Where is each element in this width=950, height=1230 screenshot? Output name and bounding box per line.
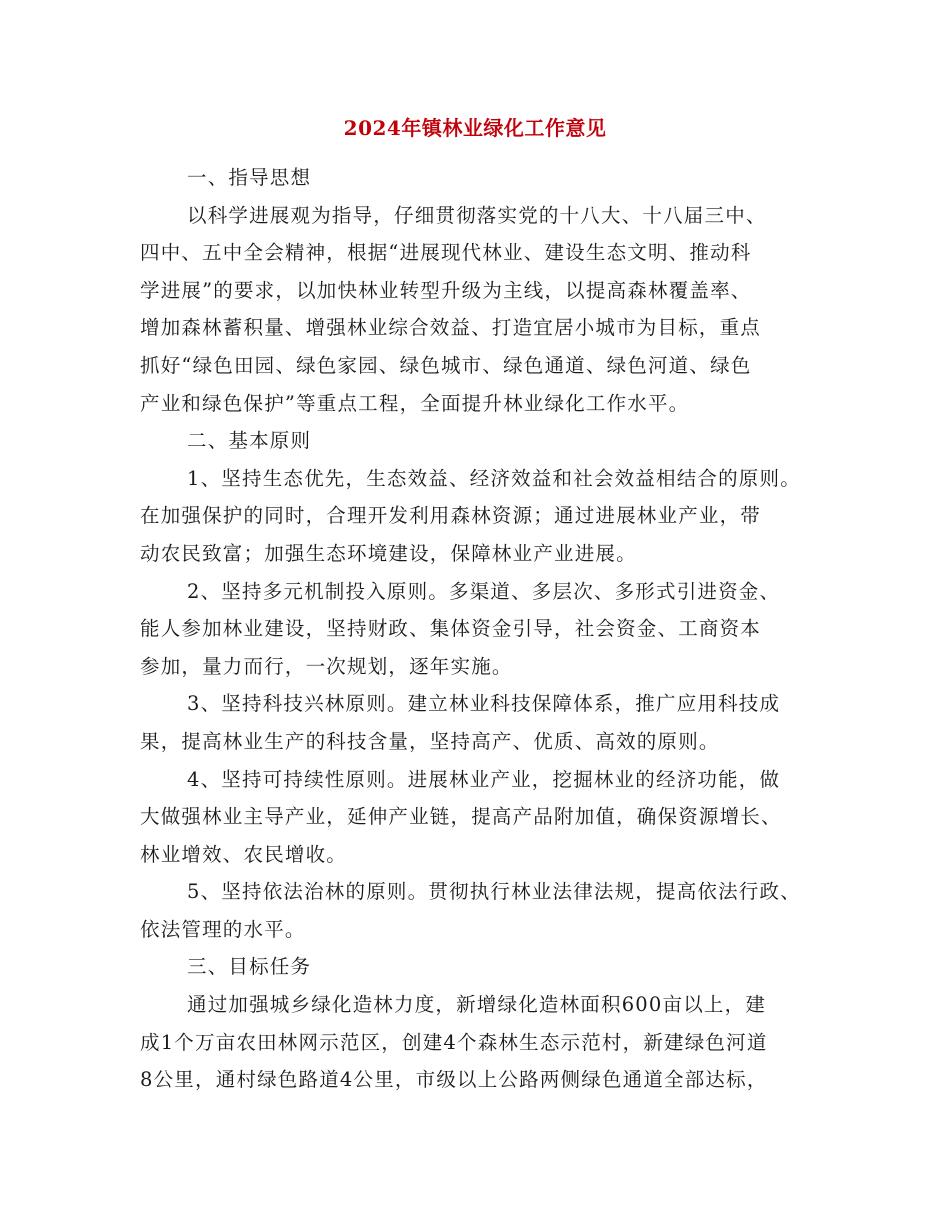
body-line: 果，提高林业生产的科技含量，坚持高产、优质、高效的原则。	[140, 729, 720, 753]
body-line: 大做强林业主导产业，延伸产业链，提高产品附加值，确保资源增长、	[140, 805, 782, 829]
body-line: 5、坚持依法治林的原则。贯彻执行林业法律法规，提高依法行政、	[187, 880, 801, 904]
body-line: 林业增效、农民增收。	[140, 842, 348, 866]
body-line: 能人参加林业建设，坚持财政、集体资金引导，社会资金、工商资本	[140, 617, 762, 641]
document-body	[140, 159, 820, 1099]
body-line: 成1个万亩农田林网示范区，创建4个森林生态示范村，新建绿色河道	[140, 1030, 768, 1054]
body-line: 通过加强城乡绿化造林力度，新增绿化造林面积600亩以上，建	[187, 993, 767, 1017]
body-line: 学进展”的要求，以加快林业转型升级为主线，以提高森林覆盖率、	[140, 278, 752, 302]
body-line: 二、基本原则	[187, 429, 312, 453]
body-line: 动农民致富；加强生态环境建设，保障林业产业进展。	[140, 541, 637, 565]
body-line: 在加强保护的同时，合理开发利用森林资源；通过进展林业产业，带	[140, 504, 762, 528]
body-line: 3、坚持科技兴林原则。建立林业科技保障体系，推广应用科技成	[187, 692, 781, 716]
body-line: 8公里，通村绿色路道4公里，市级以上公路两侧绿色通道全部达标，	[140, 1068, 768, 1092]
body-line: 2、坚持多元机制投入原则。多渠道、多层次、多形式引进资金、	[187, 579, 781, 603]
body-line: 以科学进展观为指导，仔细贯彻落实党的十八大、十八届三中、	[187, 203, 767, 227]
body-line: 三、目标任务	[187, 955, 312, 979]
body-line: 一、指导思想	[187, 166, 312, 189]
body-line: 4、坚持可持续性原则。进展林业产业，挖掘林业的经济功能，做	[187, 767, 781, 791]
body-line: 产业和绿色保护”等重点工程，全面提升林业绿化工作水平。	[140, 391, 690, 415]
body-line: 依法管理的水平。	[140, 917, 306, 941]
body-line: 参加，量力而行，一次规划，逐年实施。	[140, 654, 513, 678]
body-line: 1、坚持生态优先，生态效益、经济效益和社会效益相结合的原则。	[187, 466, 801, 490]
body-line: 抓好“绿色田园、绿色家园、绿色城市、绿色通道、绿色河道、绿色	[140, 353, 752, 377]
body-line: 增加森林蓄积量、增强林业综合效益、打造宜居小城市为目标，重点	[140, 316, 762, 340]
body-line: 四中、五中全会精神，根据“进展现代林业、建设生态文明、推动科	[140, 241, 752, 265]
document-title: 2024年镇林业绿化工作意见	[343, 116, 607, 140]
